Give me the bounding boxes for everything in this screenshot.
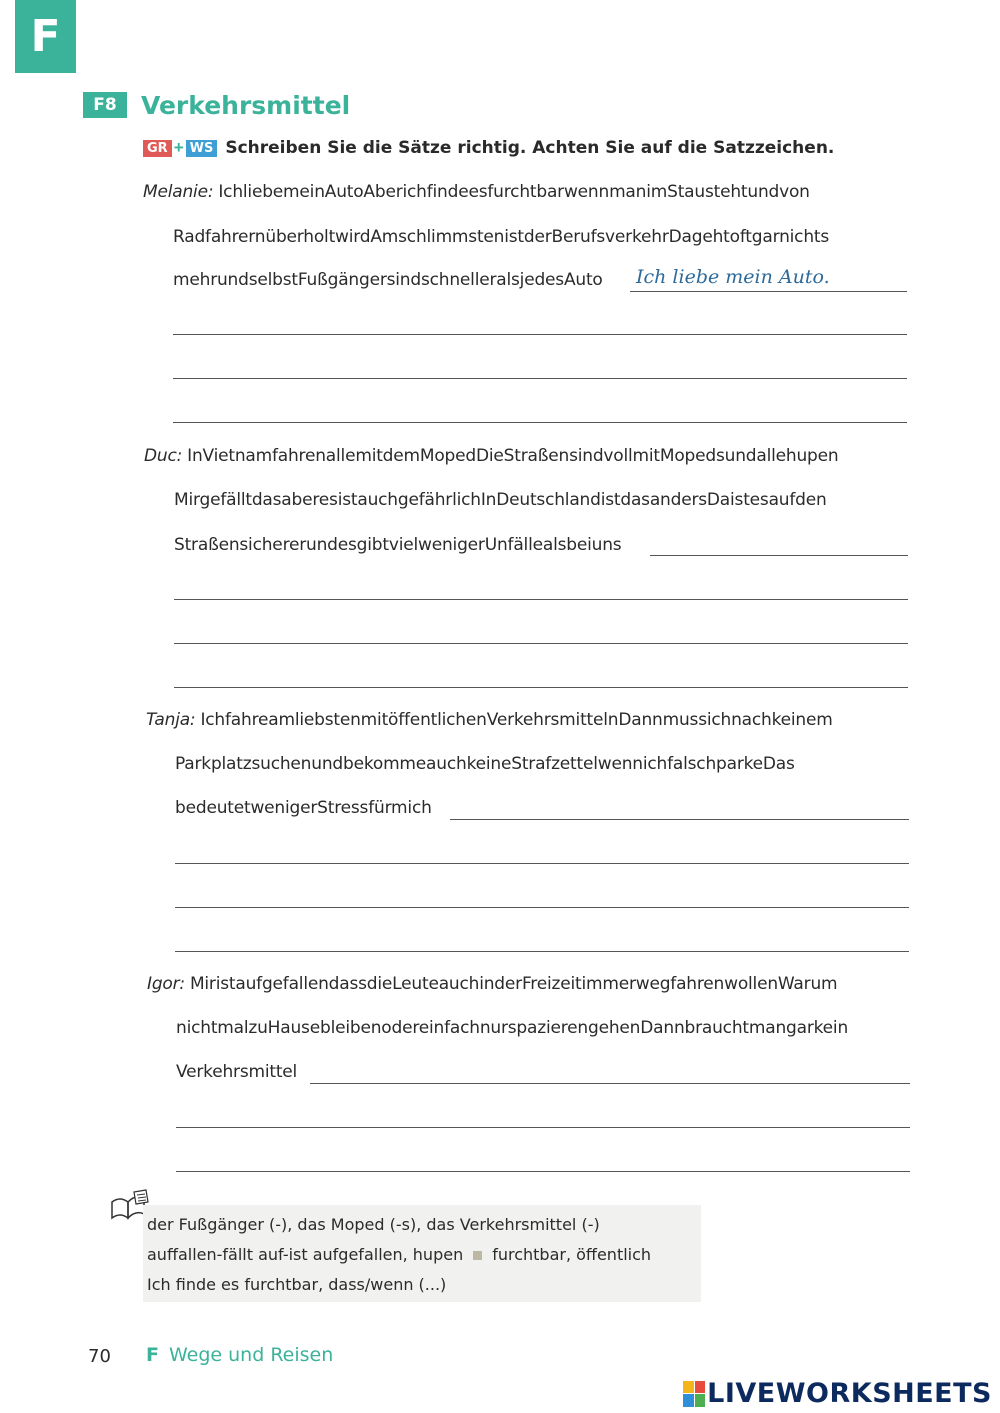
exercise-melanie-line-2: RadfahrernüberholtwirdAmschlimmstenistderBerufsverkehrDagehtoftgarnichts xyxy=(173,227,830,247)
page-number: 70 xyxy=(88,1346,111,1367)
speaker-igor: Igor: xyxy=(147,974,185,994)
vocabulary-tag: WS xyxy=(186,140,218,157)
vocabulary-box xyxy=(143,1205,701,1302)
exercise-melanie-line-1 xyxy=(143,182,810,202)
speaker-tanja: Tanja: xyxy=(146,710,196,730)
vocabulary-line-1: der Fußgänger (-), das Moped (-s), das Verkehrsmittel (-) xyxy=(147,1215,600,1234)
vocabulary-line-3: Ich finde es furchtbar, dass/wenn (...) xyxy=(147,1275,447,1294)
exercise-duc-line-1 xyxy=(144,446,838,466)
answer-line[interactable] xyxy=(176,1171,910,1172)
exercise-tanja-line-1 xyxy=(146,710,833,730)
exercise-tanja-line-2: ParkplatzsuchenundbekommeauchkeineStrafzettelwennichfalschparkeDas xyxy=(175,754,795,774)
answer-line[interactable] xyxy=(173,378,907,379)
answer-line[interactable] xyxy=(450,819,909,820)
answer-line[interactable] xyxy=(174,599,908,600)
speaker-melanie: Melanie: xyxy=(143,182,214,202)
answer-line[interactable] xyxy=(176,1127,910,1128)
section-title: Verkehrsmittel xyxy=(141,90,351,120)
example-answer: Ich liebe mein Auto. xyxy=(636,266,830,288)
exercise-duc-line-2: MirgefälltdasaberesistauchgefährlichInDeutschlandistdasandersDaistesaufden xyxy=(174,490,827,510)
exercise-duc-line-3: StraßensichererundesgibtvielwenigerUnfällealsbeiuns xyxy=(174,535,622,555)
answer-line[interactable] xyxy=(174,687,908,688)
brand-name: LIVEWORKSHEETS xyxy=(707,1378,992,1409)
footer-chapter-title: Wege und Reisen xyxy=(168,1344,334,1366)
exercise-igor-line-1 xyxy=(147,974,837,994)
exercise-igor-line-3: Verkehrsmittel xyxy=(176,1062,298,1082)
square-bullet-icon xyxy=(473,1251,482,1260)
grammar-tag: GR xyxy=(143,140,172,157)
answer-line[interactable] xyxy=(650,555,908,556)
section-header xyxy=(83,88,350,122)
speaker-duc: Duc: xyxy=(144,446,183,466)
answer-line[interactable] xyxy=(174,643,908,644)
vocabulary-line-2 xyxy=(147,1245,651,1264)
exercise-text: IchfahreamliebstenmitöffentlichenVerkehrsmittelnDannmussichnachkeinem xyxy=(200,710,833,730)
chapter-tab: F xyxy=(15,0,76,73)
liveworksheets-logo-icon xyxy=(683,1381,705,1407)
answer-line[interactable] xyxy=(310,1083,910,1084)
instruction xyxy=(143,138,834,158)
footer-chapter xyxy=(146,1344,333,1366)
answer-line[interactable] xyxy=(175,951,909,952)
exercise-text: IchliebemeinAutoAberichfindeesfurchtbarwennmanimStaustehtundvon xyxy=(218,182,810,202)
exercise-melanie-line-3: mehrundselbstFußgängersindschnelleralsjedesAuto xyxy=(173,270,603,290)
exercise-text: InVietnamfahrenallemitdemMopedDieStraßensindvollmitMopedsundallehupen xyxy=(187,446,839,466)
answer-line[interactable] xyxy=(173,334,907,335)
answer-line[interactable] xyxy=(630,291,907,292)
answer-line[interactable] xyxy=(175,907,909,908)
brand-logo xyxy=(683,1378,992,1409)
answer-line[interactable] xyxy=(175,863,909,864)
answer-line[interactable] xyxy=(173,422,907,423)
vocabulary-verbs: auffallen-fällt auf-ist aufgefallen, hupen xyxy=(147,1245,464,1264)
exercise-igor-line-2: nichtmalzuHausebleibenodereinfachnurspazierengehenDannbrauchtmangarkein xyxy=(176,1018,849,1038)
instruction-text: Schreiben Sie die Sätze richtig. Achten Sie auf die Satzzeichen. xyxy=(225,138,835,158)
plus-sign: + xyxy=(173,138,184,157)
exercise-text: MiristaufgefallendassdieLeuteauchinderFreizeitimmerwegfahrenwollenWarum xyxy=(189,974,838,994)
section-code: F8 xyxy=(83,92,127,118)
exercise-tanja-line-3: bedeutetwenigerStressfürmich xyxy=(175,798,432,818)
vocabulary-adjectives: furchtbar, öffentlich xyxy=(492,1245,652,1264)
footer-chapter-letter: F xyxy=(146,1344,159,1366)
